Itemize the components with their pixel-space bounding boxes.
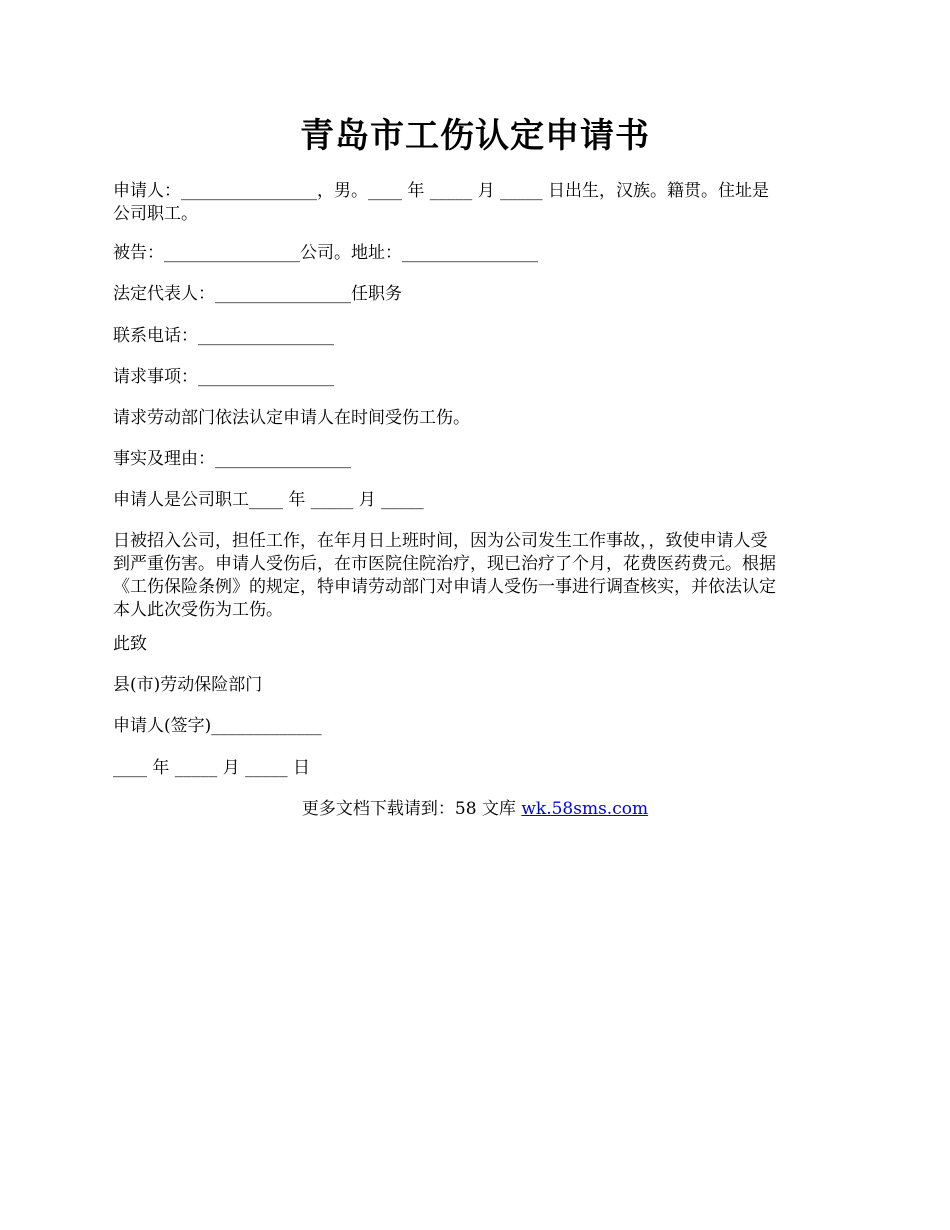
footer-text: 更多文档下载请到：58 文库 [301, 799, 522, 819]
applicant-line-1: 申请人：________________，男。____ 年 _____ 月 _____ 日出生，汉族。籍贯。住址是 [113, 181, 770, 201]
body-line-4: 本人此次受伤为工伤。 [113, 600, 283, 620]
salutation-line: 此致 [113, 634, 147, 654]
signature-line: 申请人(签字)_____________ [113, 716, 322, 736]
defendant-line: 被告：________________公司。地址：________________ [113, 243, 538, 263]
defendant-paragraph [113, 242, 839, 265]
phone-paragraph [113, 325, 839, 348]
facts-paragraph [113, 448, 839, 471]
phone-line: 联系电话：________________ [113, 326, 334, 346]
facts-line: 事实及理由：________________ [113, 449, 351, 469]
legal-rep-paragraph [113, 283, 839, 306]
applicant-line-2: 公司职工。 [113, 204, 198, 224]
request-items-line: 请求事项：________________ [113, 367, 334, 387]
request-text-line: 请求劳动部门依法认定申请人在时间受伤工伤。 [113, 408, 470, 428]
body-paragraph [113, 530, 839, 622]
recipient-line: 县(市)劳动保险部门 [113, 675, 263, 695]
legal-rep-line: 法定代表人：________________任职务 [113, 284, 402, 304]
employee-since-paragraph [113, 489, 839, 512]
body-line-3: 《工伤保险条例》的规定，特申请劳动部门对申请人受伤一事进行调查核实，并依法认定 [113, 577, 776, 597]
date-paragraph [113, 757, 839, 780]
request-items-paragraph [113, 366, 839, 389]
applicant-paragraph [113, 180, 839, 226]
signature-paragraph [113, 715, 839, 738]
document-title: 青岛市工伤认定申请书 [300, 116, 650, 156]
body-line-2: 到严重伤害。申请人受伤后，在市医院住院治疗，现已治疗了个月，花费医药费元。根据 [113, 554, 776, 574]
request-text-paragraph [113, 407, 839, 430]
recipient-paragraph [113, 674, 839, 697]
footer [0, 798, 950, 821]
footer-link[interactable]: wk.58sms.com [521, 799, 649, 819]
body-line-1: 日被招入公司，担任工作，在年月日上班时间，因为公司发生工作事故，，致使申请人受 [113, 531, 768, 551]
employee-since-line: 申请人是公司职工____ 年 _____ 月 _____ [113, 490, 424, 510]
date-line: ____ 年 _____ 月 _____ 日 [113, 758, 311, 778]
salutation-paragraph [113, 633, 839, 656]
